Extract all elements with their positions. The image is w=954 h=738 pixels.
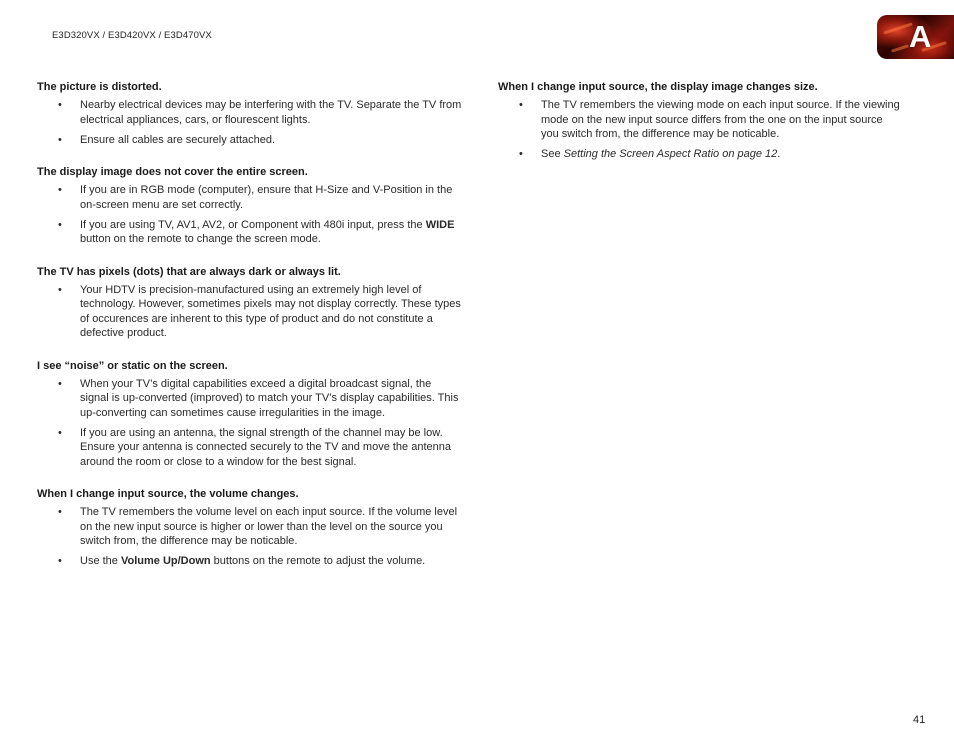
list-item: • When your TV’s digital capabilities exceed a digital broadcast signal, the signal is up-converted (improved) to match your TV’s display capabilities. This up-converting can sometimes cause irregularities in the image. <box>58 377 459 419</box>
bullet-icon: • <box>58 377 62 390</box>
section-title: When I change input source, the volume changes. <box>37 488 299 500</box>
left-column <box>37 80 462 587</box>
page-number: 41 <box>913 714 926 726</box>
right-column <box>498 80 903 180</box>
bullet-list <box>37 377 462 470</box>
bullet-list <box>498 98 903 162</box>
wide-button-name: WIDE <box>425 218 455 231</box>
section-title: The picture is distorted. <box>37 81 162 93</box>
list-item: • Your HDTV is precision-manufactured using an extremely high level of technology. However, sometimes pixels may not display correctly. These types of occurences are inherent to this type of product and do not constitute a defective product. <box>58 283 461 339</box>
section-volume-changes <box>37 487 462 569</box>
bullet-icon: • <box>58 133 62 146</box>
bullet-icon: • <box>58 99 62 111</box>
section-title: When I change input source, the display image changes size. <box>498 81 818 93</box>
list-item: • The TV remembers the viewing mode on each input source. If the viewing mode on the new input source differs from the one on the input source you switch from, the difference may be noticable. <box>519 99 900 140</box>
section-noise <box>37 359 462 470</box>
list-item: • Ensure all cables are securely attached. <box>58 133 276 146</box>
section-title: The display image does not cover the entire screen. <box>37 166 308 178</box>
section-pixels <box>37 265 462 341</box>
list-item: • See Setting the Screen Aspect Ratio on page 12. <box>519 148 781 160</box>
list-item: • Nearby electrical devices may be interfering with the TV. Separate the TV from electrical appliances, cars, or flourescent lights. <box>58 99 462 126</box>
cross-reference-link: Setting the Screen Aspect Ratio on page 12 <box>563 148 778 160</box>
bullet-icon: • <box>519 148 523 160</box>
bullet-list <box>37 283 462 341</box>
bullet-icon: • <box>58 184 62 196</box>
bullet-icon: • <box>58 426 62 439</box>
section-title: The TV has pixels (dots) that are always dark or always lit. <box>37 265 341 278</box>
appendix-tab <box>877 15 954 59</box>
bullet-icon: • <box>519 99 523 111</box>
bullet-icon: • <box>58 555 62 567</box>
list-item: • Use the Volume Up/Down buttons on the remote to adjust the volume. <box>58 555 426 567</box>
bullet-list <box>37 98 462 147</box>
bullet-icon: • <box>58 506 62 518</box>
section-display-size <box>498 80 903 162</box>
bullet-list <box>37 505 462 569</box>
list-item: • If you are using TV, AV1, AV2, or Component with 480i input, press the WIDE button on the remote to change the screen mode. <box>58 218 455 245</box>
bullet-list <box>37 183 462 247</box>
section-display-coverage <box>37 165 462 247</box>
section-title: I see “noise” or static on the screen. <box>37 359 228 372</box>
section-picture-distorted <box>37 80 462 147</box>
bullet-icon: • <box>58 283 62 296</box>
header-models: E3D320VX / E3D420VX / E3D470VX <box>52 30 212 41</box>
list-item: • If you are using an antenna, the signal strength of the channel may be low. Ensure your antenna is connected securely to the TV and move the antenna around the room or close to a window for the best signal. <box>58 426 451 468</box>
bullet-icon: • <box>58 218 62 231</box>
list-item: • The TV remembers the volume level on each input source. If the volume level on the new input source is higher or lower than the level on the source you switch from, the difference may be noticable. <box>58 506 458 547</box>
appendix-tab-letter: A <box>909 19 932 54</box>
list-item: • If you are in RGB mode (computer), ensure that H-Size and V-Position in the on-screen menu are set correctly. <box>58 184 453 211</box>
volume-button-name: Volume Up/Down <box>120 555 211 567</box>
